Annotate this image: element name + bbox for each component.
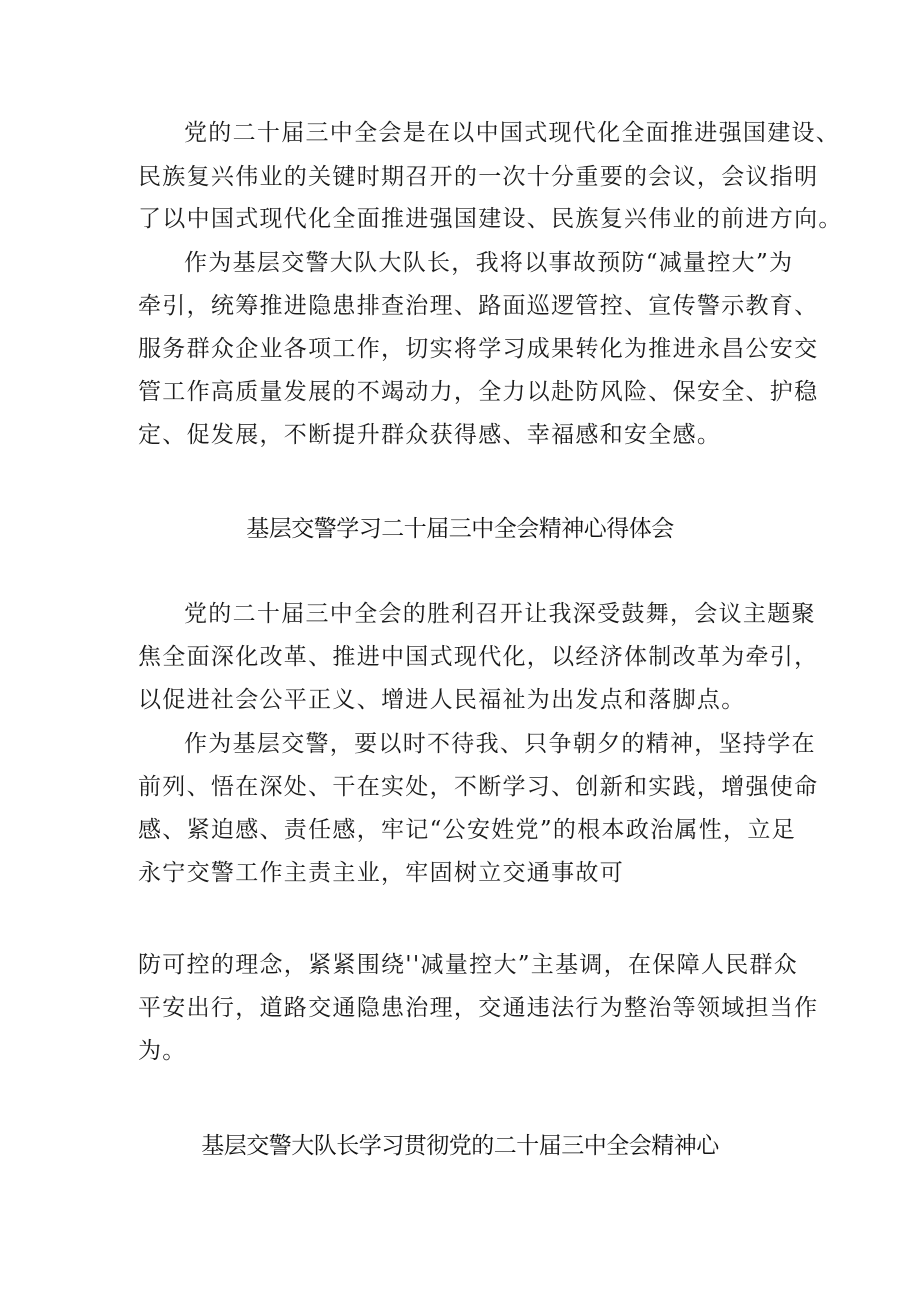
paragraph-line: 民族复兴伟业的关键时期召开的一次十分重要的会议，会议指明 bbox=[138, 164, 819, 190]
paragraph-line: 永宁交警工作主责主业，牢固树立交通事故可 bbox=[138, 860, 624, 886]
paragraph-line: 党的二十届三中全会的胜利召开让我深受鼓舞，会议主题聚 bbox=[184, 601, 816, 627]
paragraph-line: 焦全面深化改革、推进中国式现代化，以经济体制改革为牵引， bbox=[138, 644, 819, 670]
paragraph-line: 以促进社会公平正义、增进人民福祉为出发点和落脚点。 bbox=[138, 687, 746, 713]
paragraph-line: 服务群众企业各项工作，切实将学习成果转化为推进永昌公安交 bbox=[138, 336, 819, 362]
paragraph-line: 定、促发展，不断提升群众获得感、幸福感和安全感。 bbox=[138, 422, 722, 448]
paragraph-line: 作为基层交警大队大队长，我将以事故预防“减量控大”为 bbox=[184, 250, 794, 276]
paragraph-line: 牵引，统筹推进隐患排查治理、路面巡逻管控、宣传警示教育、 bbox=[138, 293, 819, 319]
paragraph-line: 管工作高质量发展的不竭动力，全力以赴防风险、保安全、护稳 bbox=[138, 379, 819, 405]
section-heading: 基层交警学习二十届三中全会精神心得体会 bbox=[246, 516, 674, 542]
paragraph-line: 防可控的理念，紧紧围绕''减量控大”主基调，在保障人民群众 bbox=[138, 952, 799, 978]
paragraph-line: 了以中国式现代化全面推进强国建设、民族复兴伟业的前进方向。 bbox=[138, 206, 843, 232]
paragraph-line: 平安出行，道路交通隐患治理，交通违法行为整治等领域担当作 bbox=[138, 995, 819, 1021]
paragraph-line: 感、紧迫感、责任感，牢记“公安姓党”的根本政治属性，立足 bbox=[138, 817, 796, 843]
paragraph-line: 党的二十届三中全会是在以中国式现代化全面推进强国建设、 bbox=[184, 120, 841, 146]
section-heading: 基层交警大队长学习贯彻党的二十届三中全会精神心 bbox=[201, 1133, 719, 1159]
paragraph-line: 为。 bbox=[138, 1038, 187, 1064]
paragraph-line: 前列、悟在深处、干在实处，不断学习、创新和实践，增强使命 bbox=[138, 774, 819, 800]
paragraph-line: 作为基层交警，要以时不待我、只争朝夕的精神，坚持学在 bbox=[184, 731, 816, 757]
